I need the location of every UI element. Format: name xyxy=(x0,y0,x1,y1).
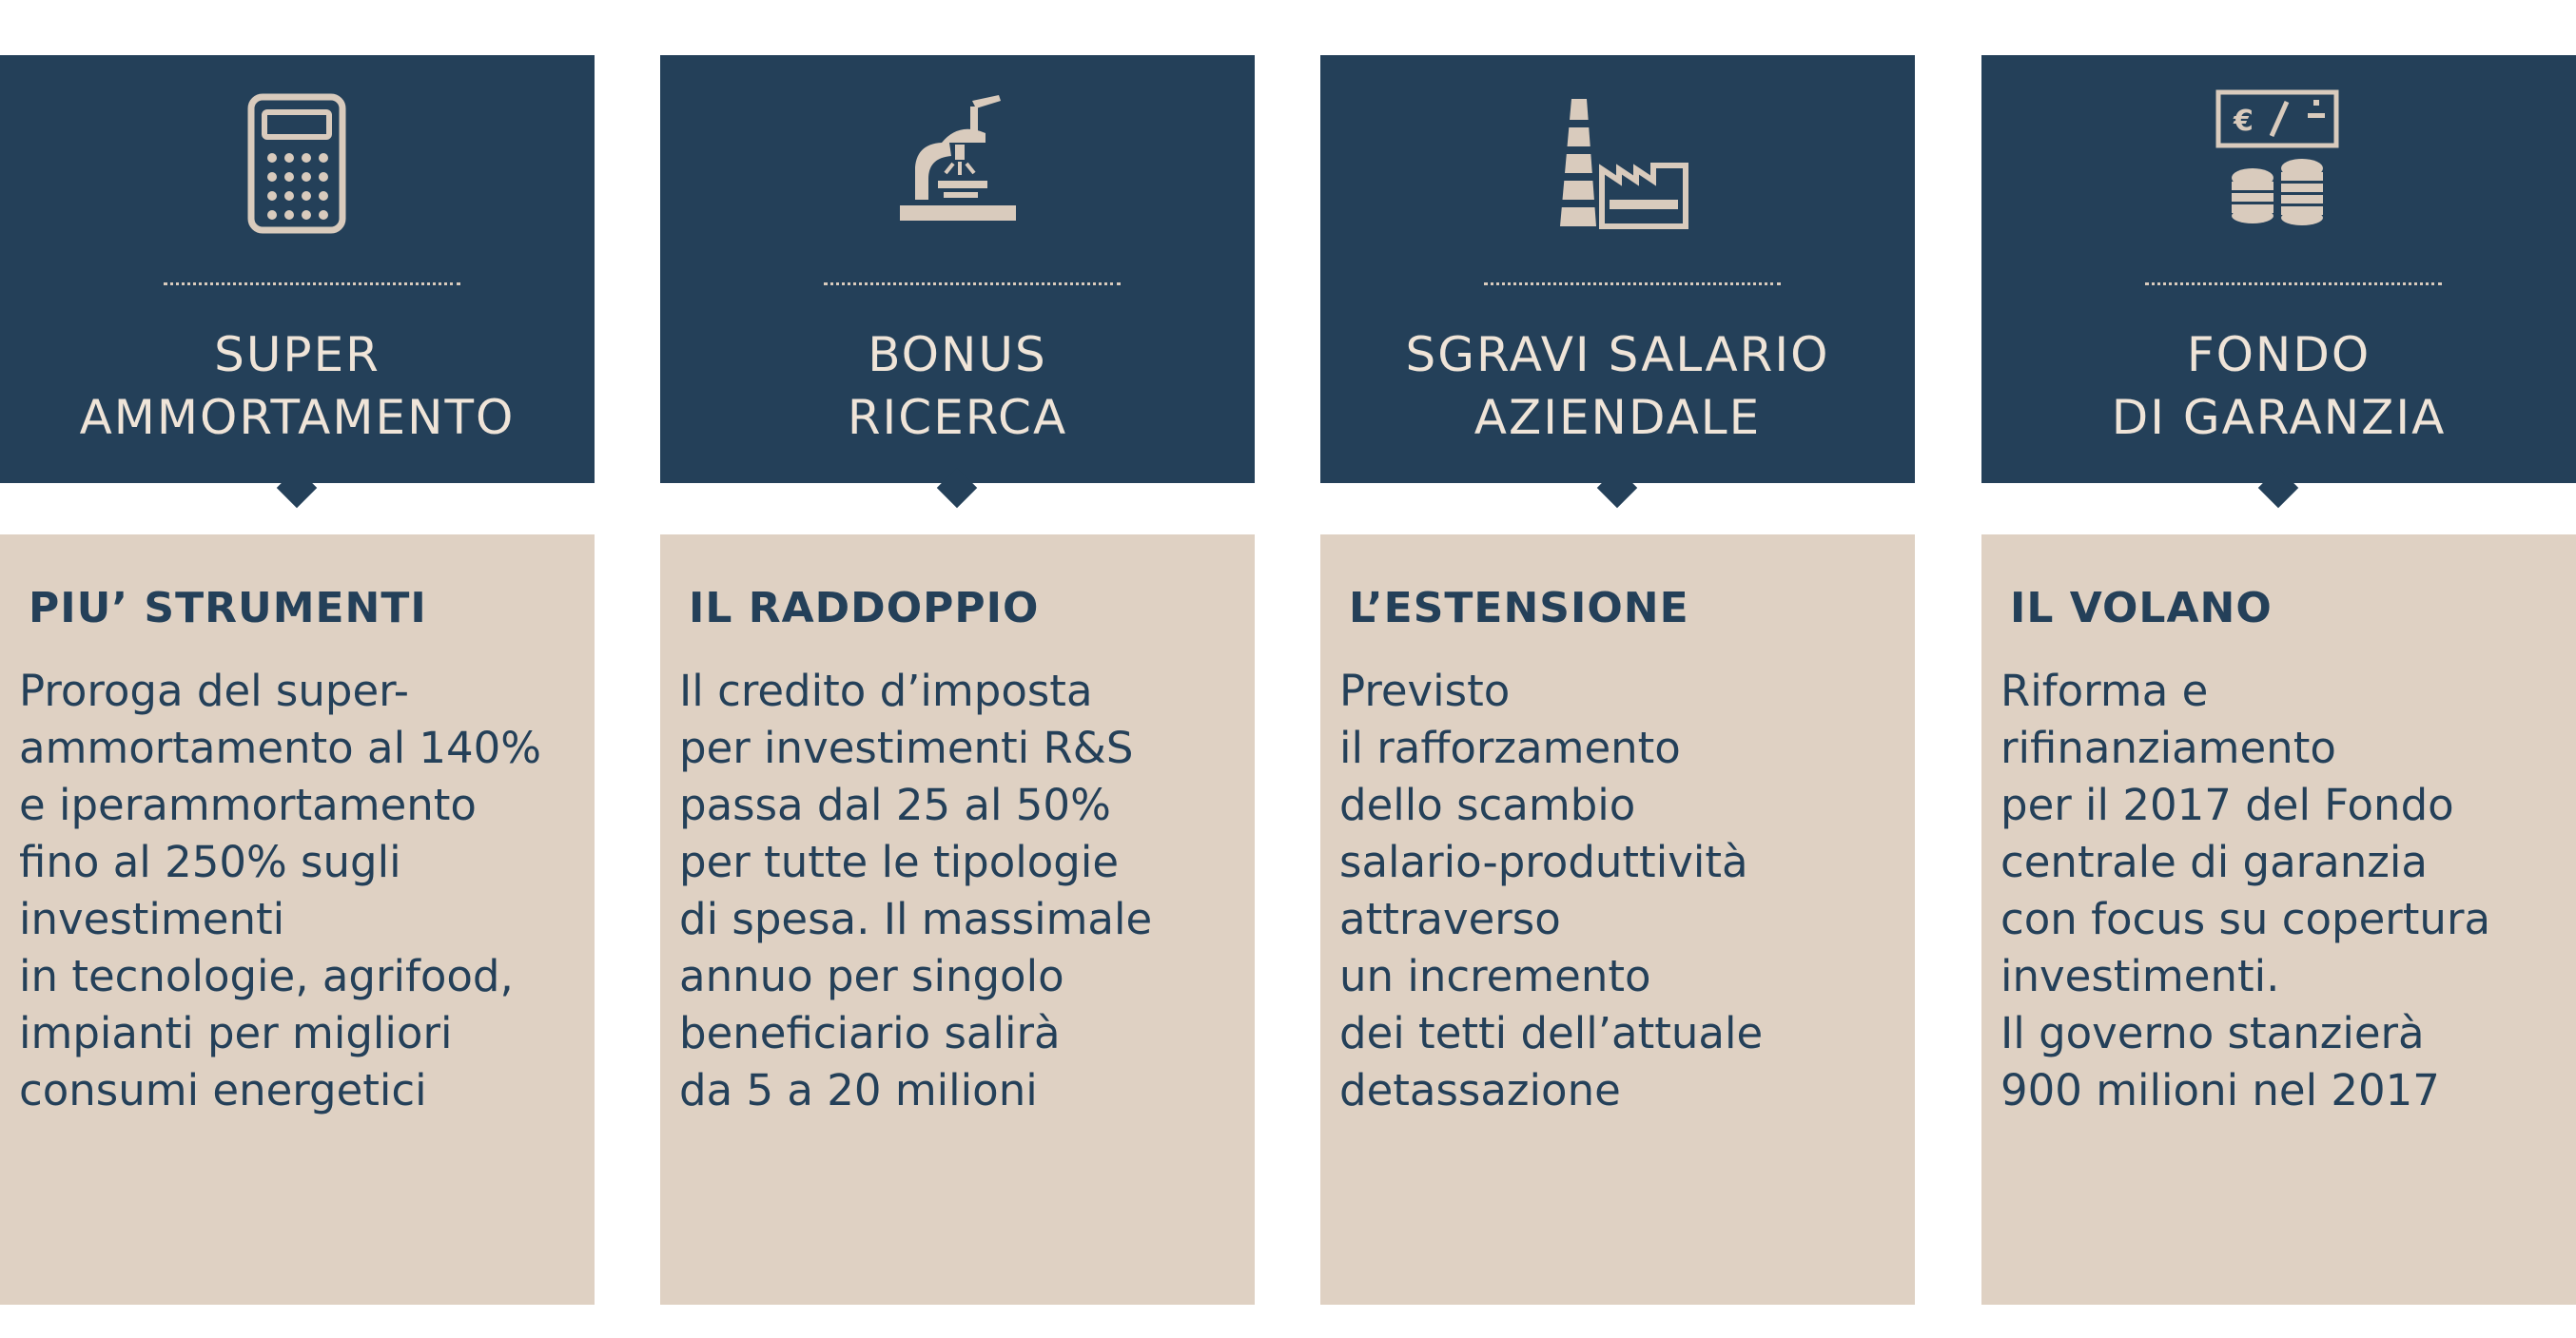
card-subtitle: L’ESTENSIONE xyxy=(1349,584,1689,632)
card-body xyxy=(1320,534,1915,1305)
card-body xyxy=(660,534,1255,1305)
card-header xyxy=(0,55,595,483)
card-description: Proroga del super- ammortamento al 140% e iperammortamento fino al 250% sugli investimenti in tecnologie, agrifood, impianti per migliori consumi energetici xyxy=(19,666,542,1115)
card-body xyxy=(1981,534,2576,1305)
card-title: SGRAVI SALARIO AZIENDALE xyxy=(1405,327,1830,445)
card-subtitle: PIU’ STRUMENTI xyxy=(29,584,427,632)
dotted-divider xyxy=(164,282,460,285)
dotted-divider xyxy=(2145,282,2442,285)
card-title: BONUS RICERCA xyxy=(847,327,1068,445)
card-body xyxy=(0,534,595,1305)
card-subtitle: IL VOLANO xyxy=(2010,584,2273,632)
calculator-icon xyxy=(0,84,595,245)
dotted-divider xyxy=(1484,282,1781,285)
card-header xyxy=(660,55,1255,483)
svg-text:€: € xyxy=(2233,105,2254,138)
factory-icon xyxy=(1320,84,1915,245)
card-description: Il credito d’imposta per investimenti R&S passa dal 25 al 50% per tutte le tipologie di spesa. Il massimale annuo per singolo beneficiario salirà da 5 a 20 milioni xyxy=(679,666,1153,1115)
card-header xyxy=(1320,55,1915,483)
card-title: SUPER AMMORTAMENTO xyxy=(79,327,516,445)
microscope-icon xyxy=(660,84,1255,245)
card-title: FONDO DI GARANZIA xyxy=(2111,327,2447,445)
card-subtitle: IL RADDOPPIO xyxy=(689,584,1040,632)
card-description: Previsto il rafforzamento dello scambio salario-produttività attraverso un incremento dei tetti dell’attuale detassazione xyxy=(1339,666,1764,1115)
dotted-divider xyxy=(824,282,1121,285)
card-description: Riforma e rifinanziamento per il 2017 del Fondo centrale di garanzia con focus su copertura investimenti. Il governo stanzierà 900 milioni nel 2017 xyxy=(2000,666,2491,1115)
card-header xyxy=(1981,55,2576,483)
money-coins-icon xyxy=(1981,84,2576,245)
